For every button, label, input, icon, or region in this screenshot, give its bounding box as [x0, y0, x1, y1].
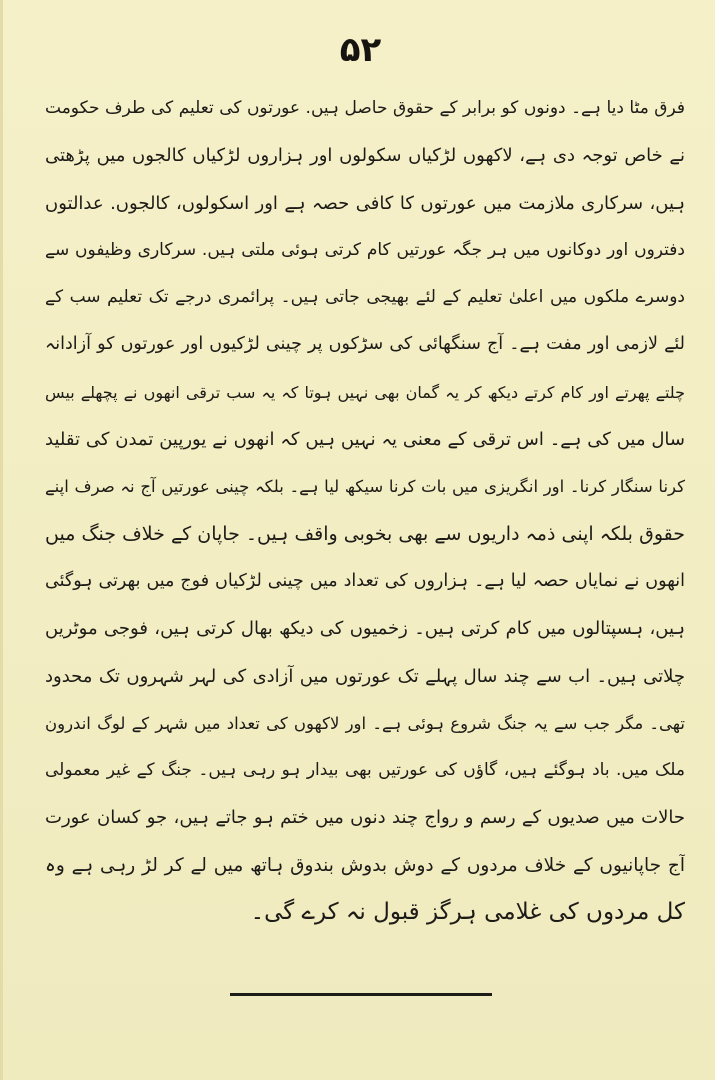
text-line: فرق مٹا دیا ہے۔ دونوں کو برابر کے حقوق حاصل ہیں. عورتوں کی تعلیم کی طرف حکومت: [45, 98, 685, 118]
text-line: دفتروں اور دوکانوں میں ہر جگہ عورتیں کام کرتی ہوئی ملتی ہیں. سرکاری وظیفوں سے: [45, 239, 685, 260]
text-line: آج جاپانیوں کے خلاف مردوں کے دوش بدوش بندوق ہاتھ میں لے کر لڑ رہی ہے وہ: [45, 854, 685, 876]
text-line: نے خاص توجہ دی ہے، لاکھوں لڑکیاں سکولوں اور ہزاروں لڑکیاں کالجوں میں پڑھتی: [45, 145, 685, 167]
text-line: انھوں نے نمایاں حصہ لیا ہے۔ ہزاروں کی تعداد میں چینی لڑکیاں فوج میں بھرتی ہوگئی: [45, 570, 685, 591]
text-line: چلاتی ہیں۔ اب سے چند سال پہلے تک عورتوں میں آزادی کی لہر شہروں تک محدود: [45, 665, 685, 687]
text-line-last: کل مردوں کی غلامی ہرگز قبول نہ کرے گی۔: [250, 899, 685, 926]
page-number: ۵۲: [339, 30, 382, 70]
text-line: لئے لازمی اور مفت ہے۔ آج سنگھائی کی سڑکوں پر چینی لڑکیوں اور عورتوں کو آزادانہ: [45, 334, 685, 355]
end-of-chapter-rule: [230, 993, 492, 996]
text-line: ملک میں. باد ہوگئے ہیں، گاؤں کی عورتیں بھی بیدار ہو رہی ہیں۔ جنگ کے غیر معمولی: [45, 760, 685, 781]
text-line: کرنا سنگار کرنا۔ اور انگریزی میں بات کرنا سیکھ لیا ہے۔ بلکہ چینی عورتیں آج نہ صرف اپنے: [45, 477, 685, 497]
text-line: حقوق بلکہ اپنی ذمہ داریوں سے بھی بخوبی واقف ہیں۔ جاپان کے خلاف جنگ میں: [45, 522, 685, 545]
body-text: [45, 85, 685, 936]
text-line: ہیں، سرکاری ملازمت میں عورتوں کا کافی حصہ ہے اور اسکولوں، کالجوں. عدالتوں: [45, 192, 685, 214]
text-line: دوسرے ملکوں میں اعلیٰ تعلیم کے لئے بھیجی جاتی ہیں۔ پرائمری درجے تک تعلیم سب کے: [45, 287, 685, 308]
text-line: ہیں، ہسپتالوں میں کام کرتی ہیں۔ زخمیوں کی دیکھ بھال کرتی ہیں، فوجی موٹریں: [45, 618, 685, 640]
text-line: سال میں کی ہے۔ اس ترقی کے معنی یہ نہیں ہیں کہ انھوں نے یورپین تمدن کی تقلید: [45, 429, 685, 451]
text-line: چلتے پھرتے اور کام کرتے دیکھ کر یہ گمان بھی نہیں ہوتا کہ یہ سب ترقی انھوں نے پچھلے بیس: [45, 382, 685, 402]
text-line: حالات میں صدیوں کے رسم و رواج چند دنوں میں ختم ہو جاتے ہیں، جو کسان عورت: [45, 807, 685, 829]
text-line: تھی۔ مگر جب سے یہ جنگ شروع ہوئی ہے۔ اور لاکھوں کی تعداد میں شہر کے لوگ اندرون: [45, 713, 685, 733]
